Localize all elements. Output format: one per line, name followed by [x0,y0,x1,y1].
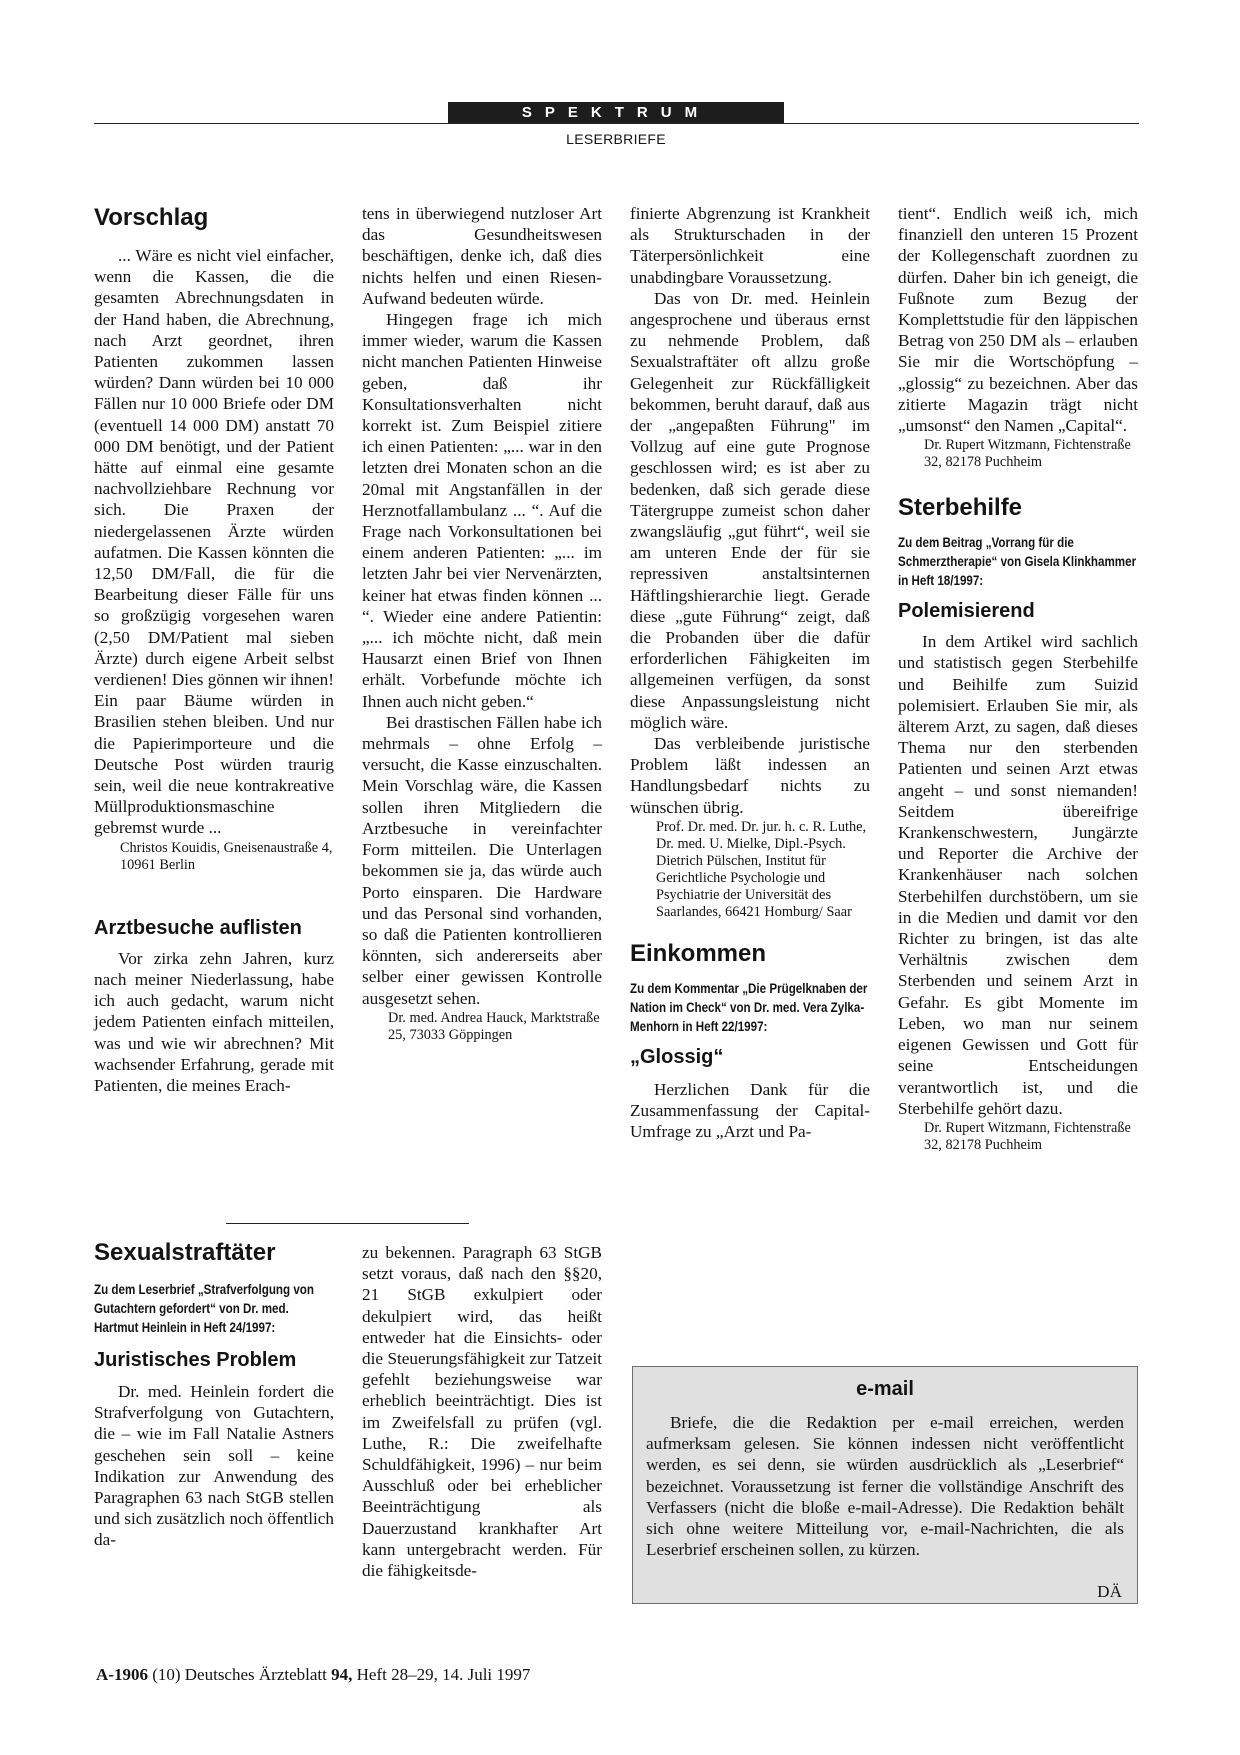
article-title: Arztbesuche auflisten [94,916,302,939]
letter-text: Herzlichen Dank für die Zusammenfassung der Capital-Umfrage zu „Arzt und Pa- [630,1079,870,1142]
letter-text: Dr. med. Heinlein fordert die Strafverfolgung von Gutachtern, die – wie im Fall Natalie Astners geschehen sein soll – keine Indikation zur Anwendung des Paragraphen 63 nach StGB stellen und sich zusätzlich noch öffentlich da- [94,1382,334,1550]
letter-text: finierte Abgrenzung ist Krankheit als Strukturschaden in der Täterpersönlichkeit eine unabdingbare Voraussetzung. [630,204,870,287]
letter-text: Das verbleibende juristische Problem läßt indessen an Handlungsbedarf nichts zu wünschen übrig. [630,734,870,817]
email-notice-title: e-mail [856,1378,914,1400]
article-reference: Zu dem Beitrag „Vorrang für die Schmerztherapie“ von Gisela Klinkhammer in Heft 18/1997: [898,535,1137,589]
article-title: Sexualstraftäter [94,1239,276,1266]
letter-signature: Dr. Rupert Witzmann, Fichtenstraße 32, 82178 Puchheim [924,1119,1131,1153]
letter-text: Bei drastischen Fällen habe ich mehrmals – ohne Erfolg – versucht, die Kasse einzuschalten. Mein Vorschlag wäre, die Kassen sollen ihren Mitgliedern die Arztbesuche in vereinfachter Form mitteilen. Die Unterlagen bekommen sie ja, das würde auch Porto einsparen. Die Hardware und das Personal sind vorhanden, so daß die Patienten kontrollieren könnten, sich andererseits aber selber einer gewissen Kontrolle ausgesetzt sehen. [362,712,602,1008]
page-number: A-1906 [96,1665,148,1684]
article-subtitle: Polemisierend [898,600,1035,623]
column-3 [630,203,870,1143]
article-subtitle: „Glossig“ [630,1045,724,1068]
letter-text: tient“. Endlich weiß ich, mich finanziell den unteren 15 Prozent der Kollegenschaft zuordnen zu dürfen. Daher bin ich geneigt, die Fußnote zum Bezug der Komplettstudie für den läppischen Betrag von 250 DM als – erlauben Sie mir die Wortschöpfung – „glossig“ zu bezeichnen. Aber das zitierte Magazin trägt nicht „umsonst“ den Namen „Capital“. [898,204,1138,436]
article-reference: Zu dem Kommentar „Die Prügelknaben der Nation im Check“ von Dr. med. Vera Zylka-Menhorn in Heft 22/1997: [630,980,868,1034]
bottom-column-2 [362,1242,602,1581]
letter-text: Das von Dr. med. Heinlein angesprochene und überaus ernst zu nehmende Problem, daß Sexualstraftäter oft allzu große Gelegenheit zur Rückfälligkeit bekommen, beruht darauf, daß aus der „angepaßten Führung" im Vollzug auf eine gute Prognose geschlossen wird; es ist aber zu bedenken, daß sich gerade diese Tätergruppe zumeist schon daher zwangsläufig „gut führt“, weil sie am unteren Ende der für sie repressiven anstaltsinternen Häftlingshierarchie liegt. Gerade diese „gute Führung“ zeigt, daß die Probanden über die dafür erforderlichen Fähigkeiten im allgemeinen verfügen, da sonst diese Anpassungsleistung nicht möglich wäre. [630,288,870,732]
email-notice-signature: DÄ [1097,1582,1122,1601]
letter-text: tens in überwiegend nutzloser Art das Gesundheitswesen beschäftigen, denke ich, daß dies nichts helfen und einen Riesen-Aufwand bedeuten würde. [362,204,602,308]
letter-text: ... Wäre es nicht viel einfacher, wenn die Kassen, die die gesamten Abrechnungsdaten in der Hand haben, die Abrechnung, nach Arzt geordnet, ihren Patienten zukommen lassen würden? Dann würden bei 10 000 Fällen nur 10 000 Briefe oder DM (eventuell 14 000 DM) anstatt 70 000 DM benötigt, und der Patient hätte auf einmal eine gesamte nachvollziehbare Rechnung vor sich. Die Praxen der niedergelassenen Ärzte würden aufatmen. Die Kassen könnten die 12,50 DM/Fall, die für die Bearbeitung dieser Fälle für uns so großzügig vorgesehen waren (2,50 DM/Patient mal sieben Ärzte) durch eigene Arbeit selbst verdienen! Dies gönnen wir ihnen! Ein paar Bäume würden in Brasilien stehen bleiben. Und nur die Papierimporteure und die Deutsche Post würden traurig sein, weil die neue kontrakreative Müllproduktionsmaschine gebremst wurde ... [94,246,334,838]
footer-issue: Heft 28–29, 14. Juli 1997 [356,1665,531,1684]
letter-signature: Dr. med. Andrea Hauck, Marktstraße 25, 73033 Göppingen [388,1009,600,1043]
footer-publication: (10) Deutsches Ärzteblatt [152,1665,327,1684]
letter-signature: Prof. Dr. med. Dr. jur. h. c. R. Luthe, Dr. med. U. Mielke, Dipl.-Psych. Dietrich Pülschen, Institut für Gerichtliche Psychologie und Psychiatrie der Universität des Saarlandes, 66421 Homburg/ Saar [656,818,867,920]
section-divider [226,1223,469,1224]
letter-text: In dem Artikel wird sachlich und statistisch gegen Sterbehilfe und Beihilfe zum Suizid polemisiert. Erlauben Sie mir, als älterem Arzt, zu sagen, daß dieses Thema nur den sterbenden Patienten und seinen Arzt etwas angeht – und sonst niemanden! Seitdem übereifrige Krankenschwestern, Jungärzte und Reporter die Archive der Krankenhäuser nach solchen Sterbehilfen durchstöbern, um sie in die Medien und damit vor den Richter zu bringen, ist das alte Verhältnis zwischen dem Sterbenden und seinem Arzt in Gefahr. Es gibt Momente im Leben, wo man nur seinem eigenen Gewissen und Gott für seine Entscheidungen verantwortlich ist, und die Sterbehilfe gehört dazu. [898,632,1138,1118]
header-rule [94,123,1139,124]
letter-text: zu bekennen. Paragraph 63 StGB setzt voraus, daß nach den §§20, 21 StGB exkulpiert oder dekulpiert wird, das heißt entweder hat die Einsichts- oder die Steuerungsfähigkeit zur Tatzeit gefehlt beziehungsweise war erheblich beeinträchtigt. Dies ist im Zweifelsfall zu prüfen (vgl. Luthe, R.: Die zweifelhafte Schuldfähigkeit, 1996) – nur beim Ausschluß oder bei erheblicher Beeinträchtigung als Dauerzustand krankhafter Art kann untergebracht werden. Für die fähigkeitsde- [362,1243,602,1581]
letter-text: Hingegen frage ich mich immer wieder, warum die Kassen nicht manchen Patienten Hinweise geben, daß ihr Konsultationsverhalten nicht korrekt ist. Zum Beispiel zitiere ich einen Patienten: „... war in den letzten drei Monaten schon an die 20mal mit Angstanfällen in der Herznotfallambulanz ... “. Auf die Frage nach Vorkonsultationen bei einem anderen Patienten: „... im letzten Jahr bei vier Nervenärzten, keiner hat etwas finden können ... “. Wieder eine andere Patientin: „... ich möchte nicht, daß mein Hausarzt einen Brief von Ihnen erhält. Vorbefunde möchte ich Ihnen auch nicht geben.“ [362,310,602,711]
column-4 [898,203,1138,1154]
section-subtitle: LESERBRIEFE [566,131,666,147]
article-title: Vorschlag [94,204,209,231]
footer-volume: 94, [331,1665,353,1684]
article-title: Sterbehilfe [898,494,1023,522]
section-banner: SPEKTRUM [448,102,784,124]
page-footer [96,1665,530,1685]
letter-text: Vor zirka zehn Jahren, kurz nach meiner Niederlassung, habe ich auch gedacht, warum nicht jedem Patienten einfach mitteilen, was und wie wir abrechnen? Mit wachsender Erfahrung, gerade mit Patienten, die meines Erach- [94,948,334,1095]
bottom-column-1 [94,1238,334,1551]
column-1 [94,203,334,1096]
email-notice-text: Briefe, die die Redaktion per e-mail erreichen, werden aufmerksam gelesen. Sie können indessen nicht veröffentlicht werden, es sei denn, sie würden ausdrücklich als „Leserbrief“ bezeichnet. Voraussetzung ist ferner die vollständige Anschrift des Verfassers (nicht die bloße e-mail-Adresse). Die Redaktion behält sich ohne weitere Mitteilung vor, e-mail-Nachrichten, die als Leserbrief erscheinen sollen, zu kürzen. [646,1413,1124,1560]
article-reference: Zu dem Leserbrief „Strafverfolgung von Gutachtern gefordert“ von Dr. med. Hartmut Heinlein in Heft 24/1997: [94,1282,314,1335]
column-2 [362,203,602,1044]
letter-signature: Christos Kouidis, Gneisenaustraße 4, 10961 Berlin [120,839,333,873]
article-subtitle: Juristisches Problem [94,1349,297,1371]
letter-signature: Dr. Rupert Witzmann, Fichtenstraße 32, 82178 Puchheim [924,437,1131,471]
article-title: Einkommen [630,939,767,967]
